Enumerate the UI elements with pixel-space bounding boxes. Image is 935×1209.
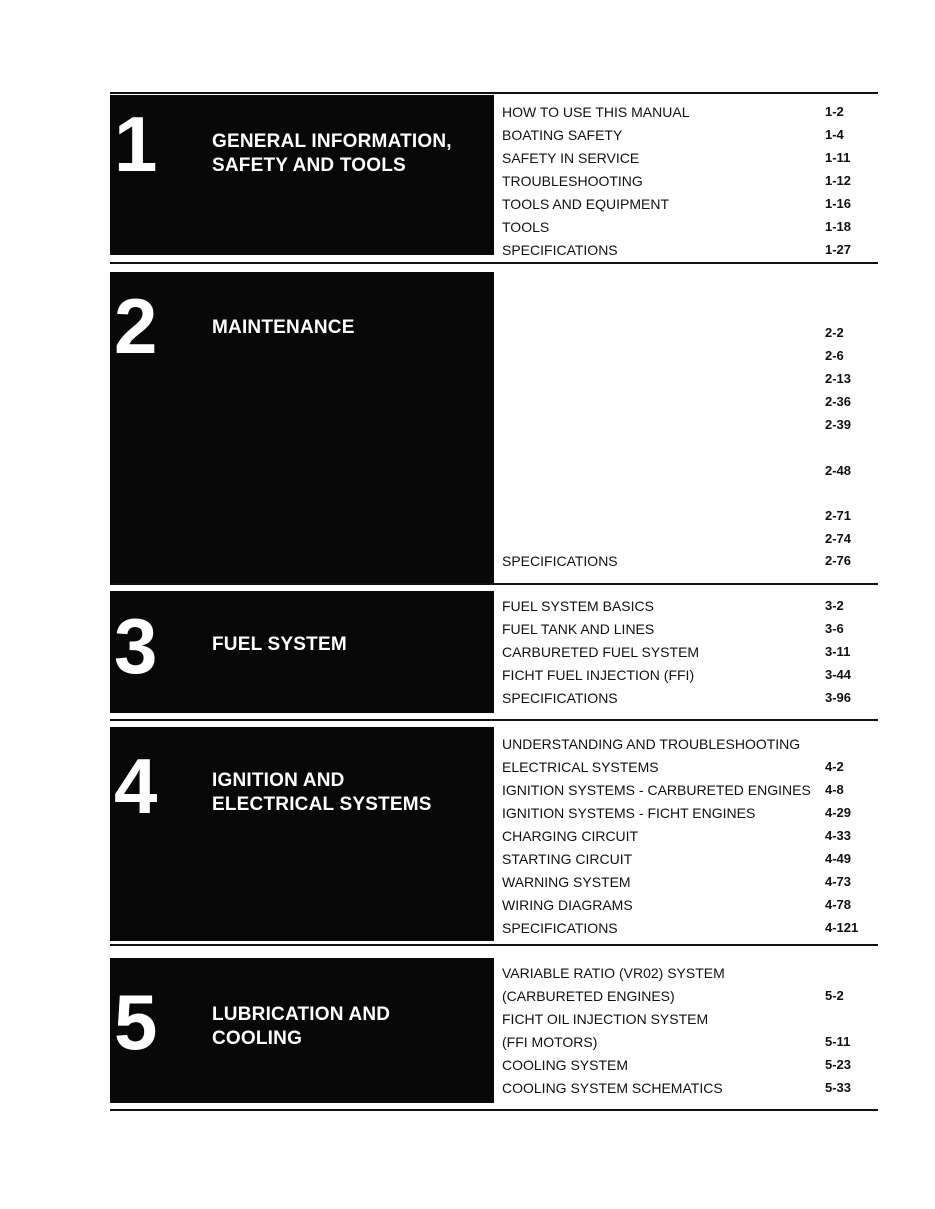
section-title: FUEL SYSTEM: [212, 634, 347, 655]
section-title: MAINTENANCE: [212, 317, 355, 338]
section-number: 4: [114, 742, 158, 830]
toc-entry-page: 3-44: [825, 667, 852, 682]
toc-entry-label: WIRING DIAGRAMS: [502, 897, 633, 913]
toc-entry[interactable]: [502, 460, 852, 482]
section-2: [110, 262, 878, 587]
toc-entry-page: 4-49: [825, 851, 852, 866]
section-5: [110, 944, 878, 1107]
toc-entry[interactable]: [502, 1054, 852, 1076]
toc-entry-page: 2-6: [825, 348, 844, 363]
toc-entry[interactable]: [502, 193, 852, 215]
toc-entry-page: 2-71: [825, 508, 852, 523]
toc-entry[interactable]: [502, 825, 852, 847]
toc-entry-label: SPECIFICATIONS: [502, 242, 618, 258]
section-header-block: [110, 958, 494, 1103]
toc-entry-label: FICHT OIL INJECTION SYSTEM: [502, 1011, 709, 1027]
toc-entry-page: 4-78: [825, 897, 852, 912]
toc-entry-label: CARBURETED FUEL SYSTEM: [502, 644, 700, 660]
toc-entry[interactable]: [502, 687, 852, 709]
toc-entry-page: 1-4: [825, 127, 844, 142]
toc-entry-page: 1-2: [825, 104, 844, 119]
toc-entry-label: COOLING SYSTEM: [502, 1057, 629, 1073]
toc-entry-page: 4-121: [825, 920, 859, 935]
toc-entry[interactable]: [502, 391, 852, 413]
toc-entry-label: FUEL TANK AND LINES: [502, 621, 655, 637]
toc-entry-page: 1-27: [825, 242, 852, 257]
toc-entry-label: (CARBURETED ENGINES): [502, 988, 675, 1004]
toc-entry[interactable]: [502, 618, 852, 640]
toc-entry-label: WARNING SYSTEM: [502, 874, 631, 890]
toc-entry[interactable]: [502, 848, 852, 870]
toc-entry-page: 1-11: [825, 150, 851, 165]
toc-entry[interactable]: [502, 1008, 852, 1030]
toc-entry-page: 5-11: [825, 1034, 851, 1049]
toc-entry-label: FUEL SYSTEM BASICS: [502, 598, 654, 614]
toc-entry-label: SPECIFICATIONS: [502, 920, 618, 936]
toc-entry-page: 4-8: [825, 782, 844, 797]
toc-entry-page: 2-48: [825, 463, 852, 478]
section-1: [110, 92, 878, 259]
toc-entry-label: IGNITION SYSTEMS - CARBURETED ENGINES: [502, 782, 811, 798]
toc-entry[interactable]: [502, 641, 852, 663]
toc-entry-label: VARIABLE RATIO (VR02) SYSTEM: [502, 965, 725, 981]
toc-entry-label: SPECIFICATIONS: [502, 690, 618, 706]
toc-entry[interactable]: [502, 239, 852, 261]
toc-entry[interactable]: [502, 871, 852, 893]
toc-entry-page: 1-12: [825, 173, 852, 188]
toc-entry-page: 3-2: [825, 598, 844, 613]
section-number: 1: [114, 100, 158, 188]
toc-entry[interactable]: [502, 216, 852, 238]
toc-entry-page: 2-2: [825, 325, 844, 340]
section-4: [110, 719, 878, 945]
toc-entry-page: 2-76: [825, 553, 852, 568]
toc-entry[interactable]: [502, 147, 852, 169]
toc-entry[interactable]: [502, 917, 859, 939]
toc-entry-label: (FFI MOTORS): [502, 1034, 598, 1050]
toc-entry-page: 2-36: [825, 394, 852, 409]
section-divider: [110, 1109, 878, 1111]
section-header-block: [110, 95, 494, 255]
section-header-block: [110, 727, 494, 941]
toc-entry-label: SAFETY IN SERVICE: [502, 150, 640, 166]
toc-entry[interactable]: [502, 528, 852, 550]
toc-entry-page: 5-33: [825, 1080, 852, 1095]
toc-entry-label: ELECTRICAL SYSTEMS: [502, 759, 659, 775]
section-3: [110, 583, 878, 717]
toc-entry[interactable]: [502, 414, 852, 436]
section-number: 2: [114, 282, 158, 370]
toc-entry-page: 1-16: [825, 196, 852, 211]
toc-entry-label: BOATING SAFETY: [502, 127, 623, 143]
toc-entry[interactable]: [502, 595, 852, 617]
toc-entry-label: COOLING SYSTEM SCHEMATICS: [502, 1080, 723, 1096]
toc-entry-page: 3-11: [825, 644, 851, 659]
toc-entry-page: 3-6: [825, 621, 844, 636]
toc-entry-page: 4-29: [825, 805, 852, 820]
toc-entry-page: 2-39: [825, 417, 852, 432]
toc-entry-label: SPECIFICATIONS: [502, 553, 618, 569]
toc-entry[interactable]: [502, 1031, 852, 1053]
toc-entry-page: 5-23: [825, 1057, 852, 1072]
toc-entry-label: IGNITION SYSTEMS - FICHT ENGINES: [502, 805, 756, 821]
toc-entry[interactable]: [502, 802, 852, 824]
section-title: GENERAL INFORMATION, SAFETY AND TOOLS: [212, 131, 452, 176]
section-title: IGNITION AND ELECTRICAL SYSTEMS: [212, 770, 432, 815]
toc-entry-label: FICHT FUEL INJECTION (FFI): [502, 667, 695, 683]
toc-entry-label: TOOLS: [502, 219, 550, 235]
toc-entry[interactable]: [502, 756, 852, 778]
section-number: 3: [114, 602, 158, 690]
toc-entry[interactable]: [502, 733, 852, 755]
toc-entry[interactable]: [502, 664, 852, 686]
toc-entry-page: 2-74: [825, 531, 852, 546]
toc-entry[interactable]: [502, 894, 852, 916]
toc-entry-page: 2-13: [825, 371, 852, 386]
toc-entry[interactable]: [502, 170, 852, 192]
toc-entry-label: TOOLS AND EQUIPMENT: [502, 196, 669, 212]
toc-entry-label: TROUBLESHOOTING: [502, 173, 643, 189]
toc-entry-label: STARTING CIRCUIT: [502, 851, 633, 867]
toc-entry[interactable]: [502, 345, 852, 367]
section-title: LUBRICATION AND COOLING: [212, 1004, 391, 1049]
toc-entry[interactable]: [502, 1077, 852, 1099]
toc-entry-label: CHARGING CIRCUIT: [502, 828, 639, 844]
toc-entry-page: 4-33: [825, 828, 852, 843]
toc-entry-page: 3-96: [825, 690, 852, 705]
toc-entry-page: 4-73: [825, 874, 852, 889]
section-header-block: [110, 272, 494, 583]
toc-entry-label: UNDERSTANDING AND TROUBLESHOOTING: [502, 736, 801, 752]
toc-entry[interactable]: [502, 779, 852, 801]
toc-entry[interactable]: [502, 368, 852, 390]
section-number: 5: [114, 978, 158, 1066]
toc-entry[interactable]: [502, 505, 852, 527]
toc-entry-page: 4-2: [825, 759, 844, 774]
toc-entry[interactable]: [502, 550, 852, 572]
toc-entry-page: 1-18: [825, 219, 852, 234]
toc-entry-label: HOW TO USE THIS MANUAL: [502, 104, 690, 120]
section-header-block: [110, 591, 494, 713]
toc-entry[interactable]: [502, 101, 852, 123]
toc-entry[interactable]: [502, 124, 852, 146]
toc-entry[interactable]: [502, 322, 852, 344]
toc-entry[interactable]: [502, 985, 852, 1007]
toc-entry[interactable]: [502, 962, 852, 984]
toc-entry-page: 5-2: [825, 988, 844, 1003]
